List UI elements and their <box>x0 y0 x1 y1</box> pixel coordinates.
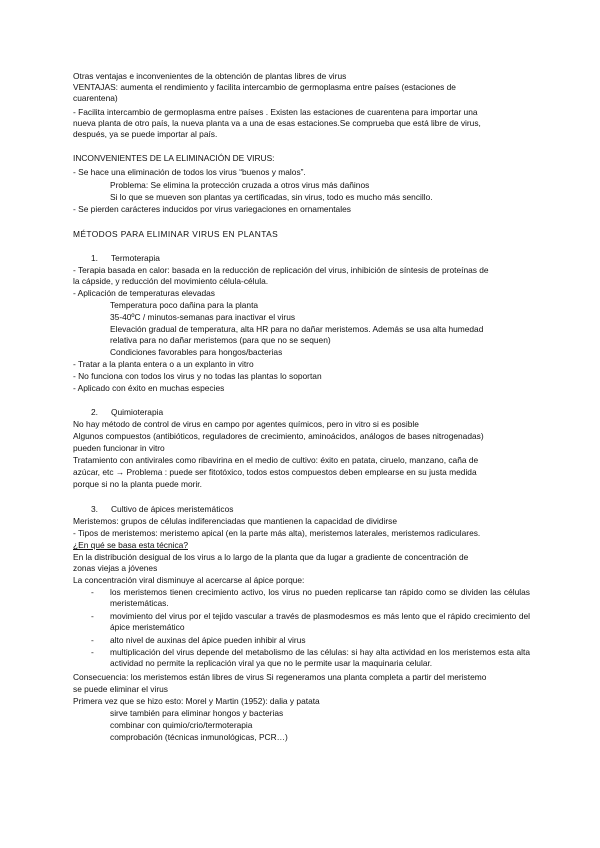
body-line: En la distribución desigual de los virus a lo largo de la planta que da lugar a gradiente de concentración de <box>73 552 469 562</box>
section-number: 2. <box>91 407 98 417</box>
body-line: la cápside, y reducción del movimiento célula-célula. <box>73 276 269 286</box>
inconvenientes-line: Problema: Se elimina la protección cruzada a otros virus más dañinos <box>110 180 370 190</box>
body-line: relativa para no dañar meristemos (para que no se sequen) <box>110 335 331 345</box>
inconvenientes-heading: INCONVENIENTES DE LA ELIMINACIÓN DE VIRUS: <box>73 153 275 163</box>
body-line: No hay método de control de virus en campo por agentes químicos, pero in vitro si es posible <box>73 419 419 429</box>
bullet-text: los meristemos tienen crecimiento activo, los virus no pueden replicarse tan rápido como se dividen las células meristemáticas. <box>110 587 530 608</box>
body-line: azúcar, etc → Problema : puede ser fitotóxico, todos estos compuestos deben emplearse en su justa medida <box>73 467 477 477</box>
bullet-marker: - <box>91 587 94 597</box>
bullet-marker: - <box>91 635 94 645</box>
body-line: porque si no la planta puede morir. <box>73 479 202 489</box>
ventajas-line: después, ya se puede importar al país. <box>73 129 218 139</box>
inconvenientes-line: - Se pierden carácteres inducidos por virus variegaciones en ornamentales <box>73 204 351 214</box>
body-line: Temperatura poco dañina para la planta <box>110 300 259 310</box>
bullet-marker: - <box>91 611 94 621</box>
body-line: - Aplicación de temperaturas elevadas <box>73 288 215 298</box>
section-number: 1. <box>91 253 98 263</box>
intro-heading: Otras ventajas e inconvenientes de la obtención de plantas libres de virus <box>73 71 347 81</box>
bullet-text: multiplicación del virus depende del metabolismo de las células: si hay alta actividad en los meristemos esta alta actividad no permite la replicación viral ya que no le permite usar la maquinaria celular. <box>110 647 530 668</box>
body-line: combinar con quimio/crio/termoterapia <box>110 720 253 730</box>
body-line: comprobación (técnicas inmunológicas, PCR…) <box>110 732 288 742</box>
body-line: Algunos compuestos (antibióticos, reguladores de crecimiento, aminoácidos, análogos de bases nitrogenadas) <box>73 431 484 441</box>
section-heading <box>0 407 600 418</box>
ventajas-line: cuarentena) <box>73 93 118 103</box>
body-line: zonas viejas a jóvenes <box>73 563 158 573</box>
body-line: - Tratar a la planta entera o a un explanto in vitro <box>73 359 254 369</box>
section-heading <box>0 253 600 264</box>
ventajas-line: VENTAJAS: aumenta el rendimiento y facilita intercambio de germoplasma entre países (estaciones de <box>73 82 456 92</box>
body-line: - Terapia basada en calor: basada en la reducción de replicación del virus, inhibición de síntesis de proteínas de <box>73 265 489 275</box>
body-line: - Tipos de meristemos: meristemo apical (en la parte más alta), meristemos laterales, meristemos radiculares. <box>73 528 481 538</box>
body-line: sirve también para eliminar hongos y bacterias <box>110 708 284 718</box>
metodos-heading: MÉTODOS PARA ELIMINAR VIRUS EN PLANTAS <box>73 229 279 239</box>
section-title: Quimioterapia <box>111 407 164 417</box>
body-line: Consecuencia: los meristemos están libres de virus Si regeneramos una planta completa a partir del meristemo <box>73 672 487 682</box>
body-line: pueden funcionar in vitro <box>73 443 165 453</box>
body-line: 35-40ºC / minutos-semanas para inactivar el virus <box>110 312 296 322</box>
body-line: - No funciona con todos los virus y no todas las plantas lo soportan <box>73 371 322 381</box>
ventajas-line: - Facilita intercambio de germoplasma entre países . Existen las estaciones de cuarentena para importar una <box>73 107 478 117</box>
body-line: La concentración viral disminuye al acercarse al ápice porque: <box>73 575 305 585</box>
section-heading <box>0 504 600 515</box>
body-line: Meristemos: grupos de células indiferenciadas que mantienen la capacidad de dividirse <box>73 516 398 526</box>
inconvenientes-line: - Se hace una eliminación de todos los virus “buenos y malos”. <box>73 167 306 177</box>
section-title: Cultivo de ápices meristemáticos <box>111 504 234 514</box>
section-number: 3. <box>91 504 98 514</box>
body-line: Tratamiento con antivirales como ribavirina en el medio de cultivo: éxito en patata, ciruelo, manzano, caña de <box>73 455 479 465</box>
subheading-underlined: ¿En qué se basa esta técnica? <box>73 540 188 550</box>
bullet-text: alto nivel de auxinas del ápice pueden inhibir al virus <box>110 635 306 645</box>
body-line: Primera vez que se hizo esto: Morel y Martin (1952): dalia y patata <box>73 696 320 706</box>
inconvenientes-line: Si lo que se mueven son plantas ya certificadas, sin virus, todo es mucho más sencillo. <box>110 192 433 202</box>
body-line: - Aplicado con éxito en muchas especies <box>73 383 225 393</box>
body-line: Elevación gradual de temperatura, alta HR para no dañar meristemos. Además se usa alta humedad <box>110 324 484 334</box>
ventajas-line: nueva planta de otro país, la nueva planta va a una de esas estaciones.Se comprueba que está libre de virus, <box>73 118 481 128</box>
bullet-marker: - <box>91 647 94 657</box>
section-title: Termoterapia <box>111 253 160 263</box>
bullet-text: movimiento del virus por el tejido vascular a través de plasmodesmos es más lento que el rápido crecimiento del ápice meristemático <box>110 611 530 632</box>
body-line: Condiciones favorables para hongos/bacterias <box>110 347 283 357</box>
body-line: se puede eliminar el virus <box>73 684 168 694</box>
